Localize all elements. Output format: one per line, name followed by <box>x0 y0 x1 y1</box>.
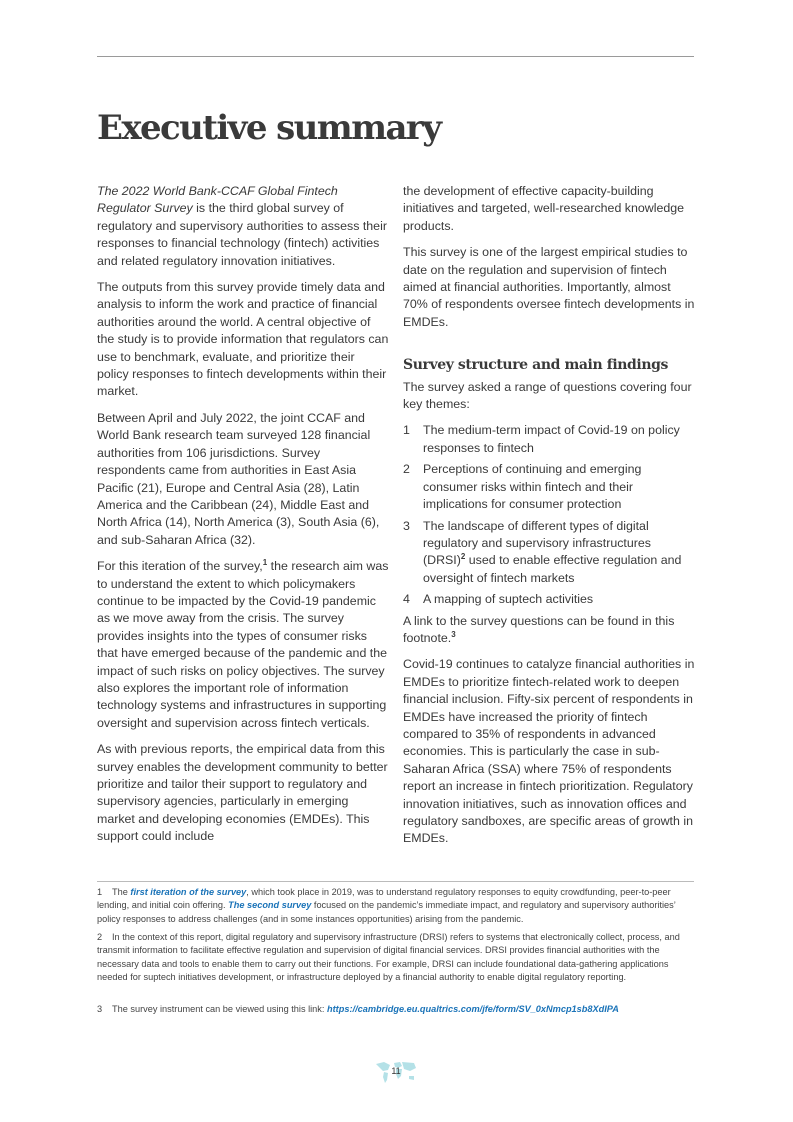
list-number: 4 <box>403 592 410 607</box>
footnote-number: 1 <box>97 887 103 897</box>
paragraph: The survey asked a range of questions covering four key themes: <box>403 379 692 412</box>
footnote-number: 2 <box>97 932 103 942</box>
footnote-rule <box>97 881 694 882</box>
list-text: A mapping of suptech activities <box>423 592 594 607</box>
footnote-number: 3 <box>97 1004 103 1014</box>
paragraph-text: the research aim was to understand the extent to which policymakers continue to be impacted by the Covid-19 pandemic as we move away from the crisis. The survey provides insights into the types of consumer risks that have emerged because of the pandemic and the impact of such risks on policy objectives. The survey also explores the important role of information technology systems and infrastructures in supporting oversight and supervision across fintech verticals. <box>97 559 389 730</box>
paragraph: This survey is one of the largest empirical studies to date on the regulation and supervision of fintech aimed at financial authorities. Importantly, almost 70% of respondents oversee fintech developments in EMDEs. <box>403 245 695 329</box>
list-item <box>403 518 695 588</box>
survey-name: The 2022 World Bank-CCAF Global Fintech Regulator Survey <box>97 184 338 216</box>
paragraph-text: A link to the survey questions can be found in this footnote. <box>403 613 675 645</box>
themes-list <box>403 422 695 608</box>
paragraph <box>403 613 695 648</box>
footnote-ref[interactable]: 1 <box>262 558 268 567</box>
section-heading: Survey structure and main findings <box>403 357 668 374</box>
list-number: 1 <box>403 423 410 438</box>
footnote-text: focused on the pandemic’s immediate impact, and regulatory and supervisory authorities’ policy responses to address challenges (and in some instances opportunities) arising from the pandemic. <box>97 900 676 924</box>
footnote-ref[interactable]: 2 <box>460 552 466 562</box>
footnote-text: The <box>112 887 131 897</box>
paragraph: Between April and July 2022, the joint CCAF and World Bank research team surveyed 128 financial authorities from 106 jurisdictions. Survey respondents came from authorities in East Asia Pacific (21), Europe and Central Asia (28), Latin America and the Caribbean (24), Middle East and North Africa (14), North America (3), South Asia (6), and sub-Saharan Africa (32). <box>97 410 380 547</box>
footnote-ref[interactable]: 3 <box>451 629 456 639</box>
paragraph: the development of effective capacity-building initiatives and targeted, well-researched knowledge products. <box>403 184 685 233</box>
list-text-part: used to enable effective regulation and oversight of fintech markets <box>423 553 682 585</box>
list-number: 2 <box>403 462 410 477</box>
footnote-text: The survey instrument can be viewed using this link: <box>112 1004 327 1014</box>
paragraph: As with previous reports, the empirical data from this survey enables the development community to better prioritize and tailor their support to regulatory and supervisory agencies, particularly in emerging market and developing economies (EMDEs). This support could include <box>97 742 388 844</box>
list-item <box>403 461 695 513</box>
paragraph-text: is the third global survey of regulatory and supervisory authorities to assess their responses to financial technology (fintech) activities and related regulatory innovation initiatives. <box>97 201 387 268</box>
paragraph <box>97 183 389 270</box>
footnote-3 <box>97 1003 697 1016</box>
left-column <box>97 183 389 855</box>
footnote-text: , which took place in 2019, was to understand regulatory responses to equity crowdfunding, peer-to-peer lending, and initial coin offering. <box>97 887 671 911</box>
list-text-part: The landscape of different types of digital regulatory and supervisory infrastructures (DRSI) <box>423 518 651 568</box>
list-item <box>403 422 695 457</box>
list-text: The medium-term impact of Covid-19 on policy responses to fintech <box>423 423 680 455</box>
right-column <box>403 183 695 857</box>
top-rule <box>97 56 694 57</box>
paragraph-text: For this iteration of the survey, <box>97 559 263 574</box>
footnote-1 <box>97 886 697 926</box>
list-text: Perceptions of continuing and emerging consumer risks within fintech and their implications for consumer protection <box>423 462 642 512</box>
list-text <box>423 518 695 588</box>
second-survey-link[interactable]: The second survey <box>228 900 312 911</box>
paragraph <box>97 558 389 732</box>
page-number-badge <box>374 1058 418 1086</box>
list-number: 3 <box>403 518 410 533</box>
page-title: Executive summary <box>97 108 441 148</box>
paragraph: Covid-19 continues to catalyze financial authorities in EMDEs to prioritize fintech-related work to deepen financial inclusion. Fifty-six percent of respondents in EMDEs have increased the priority of fintech compared to 35% of respondents in advanced economies. This is particularly the case in sub-Saharan Africa (SSA) where 75% of respondents report an increase in fintech prioritization. Regulatory innovation initiatives, such as innovation offices and regulatory sandboxes, are specific areas of growth in EMDEs. <box>403 657 695 846</box>
first-survey-link[interactable]: first iteration of the survey <box>130 887 247 897</box>
footnote-text: In the context of this report, digital regulatory and supervisory infrastructure (DRSI) refers to systems that electronically collect, process, and transmit information to facilitate effective regulation and supervision of digital financial services. DRSI provides financial authorities with the necessary data and tools to enable them to carry out their functions. For example, DRSI can include foundational data-gathering applications needed for suptech initiatives development, or infrastructure deployed by a financial authority to enable digital regulatory reporting. <box>97 932 680 982</box>
survey-instrument-link[interactable]: https://cambridge.eu.qualtrics.com/jfe/form/SV_0xNmcp1sb8XdIPA <box>327 1004 619 1014</box>
list-item <box>403 591 695 608</box>
page-number: 11 <box>391 1066 401 1076</box>
footnote-2 <box>97 931 697 984</box>
paragraph: The outputs from this survey provide timely data and analysis to inform the work and practice of financial authorities around the world. A central objective of the study is to provide information that regulators can use to benchmark, evaluate, and prioritize their policy responses to fintech developments within their market. <box>97 280 389 399</box>
